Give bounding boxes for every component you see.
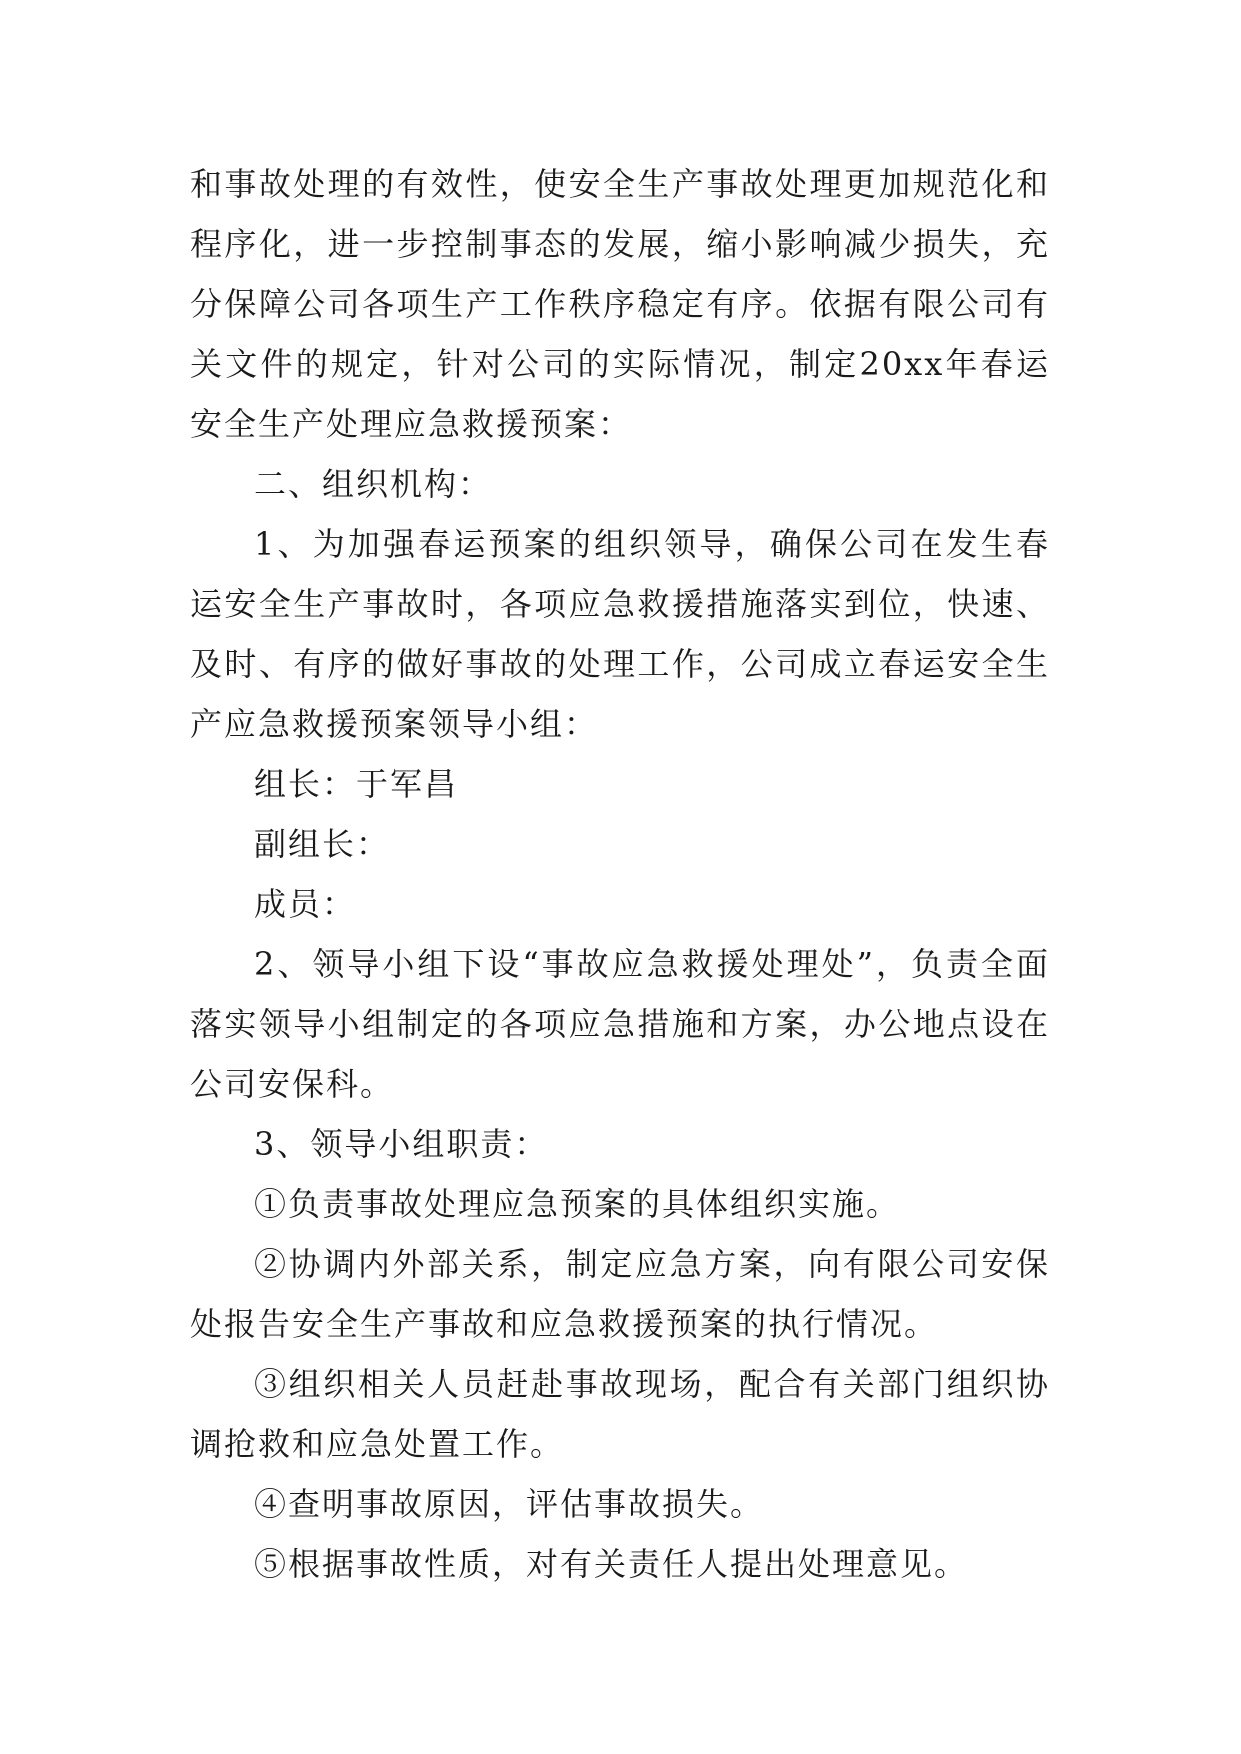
duty-item-1: ①负责事故处理应急预案的具体组织实施。 [254, 1185, 901, 1223]
deputy-leader-line: 副组长： [254, 825, 391, 863]
paragraph-item-1: 1、为加强春运预案的组织领导，确保公司在发生春运安全生产事故时，各项应急救援措施落实到位，快速、及时、有序的做好事故的处理工作，公司成立春运安全生产应急救援预案领导小组： [190, 525, 1050, 743]
duty-item-3: ③组织相关人员赶赴事故现场，配合有关部门组织协调抢救和应急处置工作。 [190, 1365, 1050, 1463]
section-heading-organization: 二、组织机构： [254, 465, 493, 503]
paragraph-intro-continuation: 和事故处理的有效性，使安全生产事故处理更加规范化和程序化，进一步控制事态的发展，缩小影响减少损失，充分保障公司各项生产工作秩序稳定有序。依据有限公司有关文件的规定，针对公司的实际情况，制定20xx年春运安全生产处理应急救援预案： [190, 165, 1050, 443]
document-body [190, 154, 1050, 1594]
team-leader-line: 组长：于军昌 [254, 765, 459, 803]
duty-item-2: ②协调内外部关系，制定应急方案，向有限公司安保处报告安全生产事故和应急救援预案的执行情况。 [190, 1245, 1050, 1343]
paragraph-item-2: 2、领导小组下设“事故应急救援处理处”，负责全面落实领导小组制定的各项应急措施和方案，办公地点设在公司安保科。 [190, 945, 1050, 1103]
members-line: 成员： [254, 885, 357, 923]
paragraph-item-3: 3、领导小组职责： [254, 1125, 549, 1163]
duty-item-5: ⑤根据事故性质，对有关责任人提出处理意见。 [254, 1545, 969, 1583]
duty-item-4: ④查明事故原因，评估事故损失。 [254, 1485, 765, 1523]
